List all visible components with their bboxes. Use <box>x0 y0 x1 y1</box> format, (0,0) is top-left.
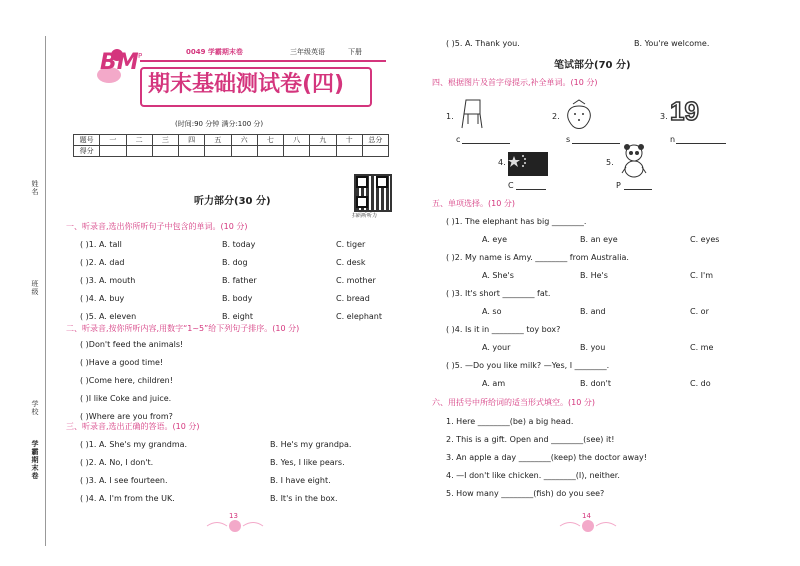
score-cell[interactable] <box>179 146 205 157</box>
s4-blank[interactable] <box>624 189 652 190</box>
s4-num: 5. <box>606 158 614 167</box>
score-head: 五 <box>205 135 231 146</box>
s1-option-b[interactable]: B. body <box>222 294 253 303</box>
s6-item: 1. Here ________(be) a big head. <box>446 417 574 426</box>
section6-title: 六、用括号中所给词的适当形式填空。(10 分) <box>432 398 595 407</box>
binding-school-label: 学校 <box>31 400 39 416</box>
score-head: 十 <box>336 135 362 146</box>
section1-title: 一、听录音,选出你所听句子中包含的单词。(10 分) <box>66 222 248 231</box>
s5-question: ( )2. My name is Amy. ________ from Australia. <box>446 253 629 262</box>
score-cell[interactable] <box>310 146 336 157</box>
binding-name-label: 姓名 <box>31 180 39 196</box>
s5-option-b[interactable]: B. an eye <box>580 235 618 244</box>
s2-item: ( )Where are you from? <box>80 412 173 421</box>
s5-option-a[interactable]: A. She's <box>482 271 514 280</box>
s5-question: ( )5. —Do you like milk? —Yes, I ________. <box>446 361 610 370</box>
s3-option-a[interactable]: ( )2. A. No, I don't. <box>80 458 154 467</box>
s1-item: ( )4. A. buy <box>80 294 125 303</box>
number-picture: 19 <box>670 96 699 126</box>
s4-letter: s <box>566 135 571 144</box>
qr-corner <box>356 176 368 188</box>
s4-num: 1. <box>446 112 454 121</box>
top-option-b[interactable]: B. You're welcome. <box>634 39 710 48</box>
s5-option-a[interactable]: A. so <box>482 307 502 316</box>
score-head: 九 <box>310 135 336 146</box>
top-option-a[interactable]: ( )5. A. Thank you. <box>446 39 520 48</box>
s2-item: ( )I like Coke and juice. <box>80 394 172 403</box>
s4-letter: P <box>616 181 621 190</box>
s5-option-b[interactable]: B. He's <box>580 271 608 280</box>
s5-option-a[interactable]: A. eye <box>482 235 507 244</box>
qr-caption: 扫码听听力 <box>352 213 378 219</box>
s5-option-c[interactable]: C. I'm <box>690 271 714 280</box>
score-label: 得分 <box>74 146 100 157</box>
score-head: 一 <box>100 135 126 146</box>
s4-num: 4. <box>498 158 506 167</box>
s1-item: ( )2. A. dad <box>80 258 125 267</box>
qr-corner <box>356 196 368 208</box>
s2-item: ( )Have a good time! <box>80 358 164 367</box>
s1-item: ( )1. A. tall <box>80 240 122 249</box>
s4-num: 2. <box>552 112 560 121</box>
s1-option-b[interactable]: B. dog <box>222 258 248 267</box>
page-title: 期末基础测试卷(四) <box>148 72 345 97</box>
qr-corner <box>376 176 388 188</box>
page-ornament-left <box>205 518 265 532</box>
binding-class-label: 班级 <box>31 280 39 296</box>
score-cell[interactable] <box>100 146 126 157</box>
section3-title: 三、听录音,选出正确的答语。(10 分) <box>66 422 200 431</box>
score-head: 题号 <box>74 135 100 146</box>
s4-blank[interactable] <box>676 143 726 144</box>
chair-icon <box>458 98 488 130</box>
score-cell[interactable] <box>152 146 178 157</box>
s1-option-b[interactable]: B. eight <box>222 312 254 321</box>
s1-option-b[interactable]: B. today <box>222 240 256 249</box>
s4-letter: C <box>508 181 514 190</box>
section2-title: 二、听录音,按你所听内容,用数字“1~5”给下列句子排序。(10 分) <box>66 324 300 333</box>
score-head: 四 <box>179 135 205 146</box>
score-head: 六 <box>231 135 257 146</box>
score-table <box>73 134 389 157</box>
score-cell[interactable] <box>336 146 362 157</box>
s2-item: ( )Don't feed the animals! <box>80 340 184 349</box>
page-number-left: 13 <box>229 512 238 520</box>
score-cell[interactable] <box>231 146 257 157</box>
score-head: 二 <box>126 135 152 146</box>
score-cell[interactable] <box>362 146 388 157</box>
s3-option-a[interactable]: ( )1. A. She's my grandma. <box>80 440 188 449</box>
s6-item: 3. An apple a day ________(keep) the doctor away! <box>446 453 647 462</box>
s5-option-c[interactable]: C. eyes <box>690 235 720 244</box>
s1-option-c[interactable]: C. mother <box>336 276 376 285</box>
s4-blank[interactable] <box>572 143 620 144</box>
s6-item: 2. This is a gift. Open and ________(see) it! <box>446 435 615 444</box>
s5-option-b[interactable]: B. you <box>580 343 606 352</box>
s1-option-c[interactable]: C. tiger <box>336 240 366 249</box>
score-cell[interactable] <box>205 146 231 157</box>
listening-title: 听力部分(30 分) <box>194 196 271 207</box>
score-head: 三 <box>152 135 178 146</box>
s5-question: ( )4. Is it in ________ toy box? <box>446 325 561 334</box>
s5-option-b[interactable]: B. don't <box>580 379 611 388</box>
score-head: 总分 <box>362 135 388 146</box>
strawberry-icon <box>563 98 595 132</box>
s1-item: ( )3. A. mouth <box>80 276 136 285</box>
time-info: (时间:90 分钟 满分:100 分) <box>175 120 264 128</box>
s1-option-c[interactable]: C. desk <box>336 258 366 267</box>
s4-blank[interactable] <box>462 143 510 144</box>
brand-logo: BM <box>100 50 139 75</box>
s5-question: ( )3. It's short ________ fat. <box>446 289 551 298</box>
s6-item: 5. How many ________(fish) do you see? <box>446 489 605 498</box>
s3-option-a[interactable]: ( )3. A. I see fourteen. <box>80 476 168 485</box>
s5-option-c[interactable]: C. me <box>690 343 714 352</box>
panda-icon <box>618 143 650 179</box>
s3-option-b[interactable]: B. He's my grandpa. <box>270 440 352 449</box>
s5-option-a[interactable]: A. am <box>482 379 506 388</box>
term-label: 下册 <box>348 48 362 56</box>
s3-option-a[interactable]: ( )4. A. I'm from the UK. <box>80 494 175 503</box>
score-head: 七 <box>257 135 283 146</box>
s5-option-c[interactable]: C. do <box>690 379 711 388</box>
s4-letter: c <box>456 135 461 144</box>
binding-series-label: 学霸期末卷 <box>31 440 39 480</box>
score-cell[interactable] <box>284 146 310 157</box>
series-badge: 0049 学霸期末卷 <box>186 48 243 56</box>
grade-label: 三年级英语 <box>290 48 325 56</box>
s3-option-b[interactable]: B. I have eight. <box>270 476 331 485</box>
s3-option-b[interactable]: B. It's in the box. <box>270 494 338 503</box>
page-ornament-right <box>558 518 618 532</box>
flag-china-icon <box>508 152 548 176</box>
s4-num: 3. <box>660 112 668 121</box>
binding-line <box>45 36 46 546</box>
s6-item: 4. —I don't like chicken. ________(I), neither. <box>446 471 620 480</box>
s5-option-b[interactable]: B. and <box>580 307 606 316</box>
s5-option-a[interactable]: A. your <box>482 343 511 352</box>
section4-title: 四、根据图片及首字母提示,补全单词。(10 分) <box>432 78 598 87</box>
score-cell[interactable] <box>257 146 283 157</box>
s1-option-c[interactable]: C. bread <box>336 294 370 303</box>
score-cell[interactable] <box>126 146 152 157</box>
s1-option-b[interactable]: B. father <box>222 276 257 285</box>
s5-option-c[interactable]: C. or <box>690 307 709 316</box>
s4-letter: n <box>670 135 676 144</box>
s1-item: ( )5. A. eleven <box>80 312 137 321</box>
page-number-right: 14 <box>582 512 591 520</box>
brand-sup: P <box>138 52 143 60</box>
section5-title: 五、单项选择。(10 分) <box>432 199 515 208</box>
s4-blank[interactable] <box>516 189 546 190</box>
writing-title: 笔试部分(70 分) <box>554 60 631 71</box>
score-head: 八 <box>284 135 310 146</box>
s1-option-c[interactable]: C. elephant <box>336 312 382 321</box>
s5-question: ( )1. The elephant has big ________. <box>446 217 587 226</box>
header-rule <box>140 60 386 62</box>
s3-option-b[interactable]: B. Yes, I like pears. <box>270 458 345 467</box>
s2-item: ( )Come here, children! <box>80 376 173 385</box>
